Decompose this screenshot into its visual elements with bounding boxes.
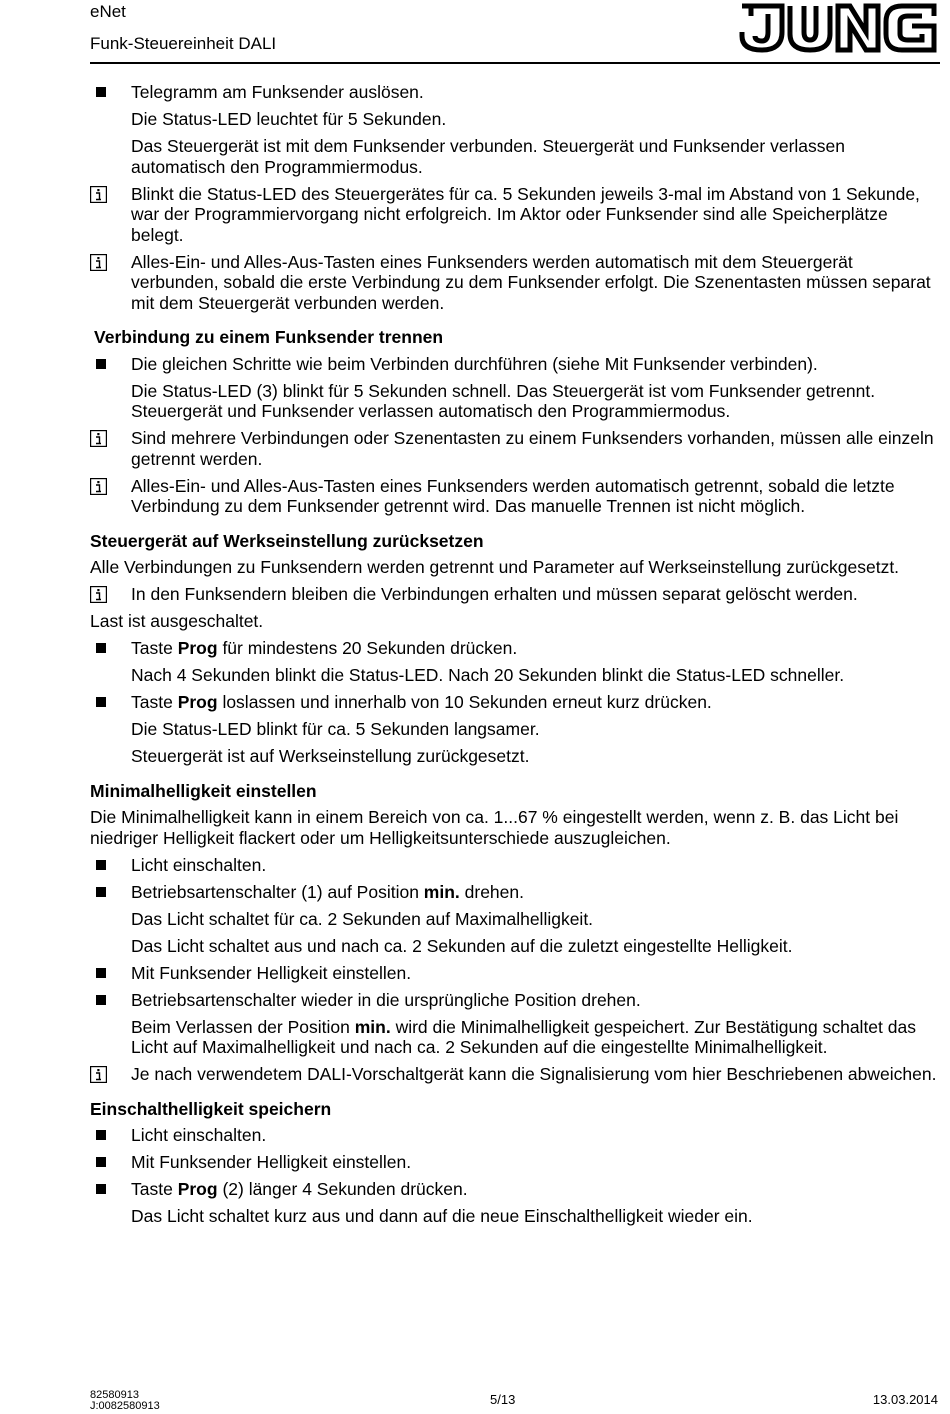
footer-date: 13.03.2014 — [872, 1392, 938, 1407]
block-text — [131, 584, 858, 604]
square-bullet-icon — [96, 359, 106, 369]
block-text — [131, 692, 712, 712]
block-text — [90, 781, 317, 801]
result-text — [0, 381, 950, 422]
section-heading — [0, 1099, 950, 1120]
step-item — [0, 882, 950, 903]
step-item — [0, 990, 950, 1011]
square-bullet-icon — [96, 1157, 106, 1167]
result-text — [0, 936, 950, 957]
text-run: Blinkt die Status-LED des Steuergerätes für ca. 5 Sekunden jeweils 3-mal im Abstand von 1 Sekunde, war der Programmiervorgang nicht erfolgreich. Im Aktor oder Funksender sind alle Speicherplätze belegt. — [131, 183, 920, 245]
step-item — [0, 1125, 950, 1146]
job-number: J:0082580913 — [90, 1400, 160, 1412]
text-run: Betriebsartenschalter wieder in die ursprüngliche Position drehen. — [131, 989, 641, 1010]
info-note — [0, 428, 950, 469]
block-text — [131, 428, 934, 469]
text-run: Taste — [131, 692, 178, 712]
text-run: Alles-Ein- und Alles-Aus-Tasten eines Funksenders werden automatisch mit dem Steuergerät verbunden, sobald die erste Verbindung zu dem Funksender erfolgt. Die Szenentasten müssen separat mit dem Steuergerät verbunden werden. — [131, 251, 931, 313]
text-run: wird die Minimalhelligkeit gespeichert. Zur Bestätigung schaltet das Licht auf Maximalhelligkeit und nach ca. 2 Sekunden auf die eingestellte Minimalhelligkeit. — [131, 1016, 916, 1057]
text-run: Beim Verlassen der Position — [131, 1016, 355, 1037]
footer-ids — [90, 1390, 160, 1412]
square-bullet-icon — [96, 87, 106, 97]
block-text — [131, 936, 793, 956]
text-run: Betriebsartenschalter (1) auf Position — [131, 881, 424, 902]
square-bullet-icon — [96, 1184, 106, 1194]
text-run: Die Status-LED leuchtet für 5 Sekunden. — [131, 109, 447, 129]
block-text — [131, 665, 844, 685]
bold-term: min. — [354, 1016, 391, 1037]
text-run: Das Licht schaltet aus und nach ca. 2 Sekunden auf die zuletzt eingestellte Helligkeit. — [131, 935, 793, 956]
text-run: Taste — [131, 1179, 178, 1199]
step-item — [0, 855, 950, 876]
text-run: Minimalhelligkeit einstellen — [90, 780, 317, 801]
header-rule — [90, 62, 940, 64]
bold-term: Prog — [177, 638, 218, 658]
bold-term: Prog — [177, 692, 218, 712]
block-text — [131, 184, 920, 245]
step-item — [0, 963, 950, 984]
section-heading — [0, 781, 950, 802]
text-run: Telegramm am Funksender auslösen. — [131, 82, 424, 102]
block-text — [94, 327, 443, 347]
text-run: Einschalthelligkeit speichern — [90, 1098, 332, 1119]
text-run: Die Status-LED blinkt für ca. 5 Sekunden langsamer. — [131, 719, 540, 739]
info-note — [0, 252, 950, 314]
page-number: 5/13 — [490, 1392, 516, 1407]
text-run: Das Licht schaltet kurz aus und dann auf die neue Einschalthelligkeit wieder ein. — [131, 1206, 753, 1226]
text-run: Mit Funksender Helligkeit einstellen. — [131, 1152, 412, 1172]
result-text — [0, 746, 950, 767]
block-text — [131, 381, 875, 422]
text-run: In den Funksendern bleiben die Verbindungen erhalten und müssen separat gelöscht werden. — [131, 584, 858, 604]
block-text — [131, 1064, 936, 1084]
result-text — [0, 665, 950, 686]
step-item — [0, 638, 950, 659]
block-text — [131, 1179, 468, 1199]
product-subtitle: Funk-Steuereinheit DALI — [90, 34, 277, 53]
step-item — [0, 692, 950, 713]
jung-logo — [738, 2, 940, 54]
block-text — [131, 82, 424, 102]
step-item — [0, 354, 950, 375]
text-run: Verbindung zu einem Funksender trennen — [94, 327, 444, 347]
text-run: loslassen und innerhalb von 10 Sekunden erneut kurz drücken. — [217, 692, 712, 712]
step-item — [0, 82, 950, 103]
info-note — [0, 1064, 950, 1085]
result-text — [0, 136, 950, 177]
block-text — [131, 1125, 266, 1145]
doc-number: 82580913 — [90, 1389, 139, 1401]
block-text — [131, 855, 266, 875]
block-text — [131, 963, 411, 983]
block-text — [131, 252, 931, 313]
paragraph — [0, 557, 950, 578]
text-run: Licht einschalten. — [131, 854, 267, 875]
info-note — [0, 584, 950, 605]
text-run: für mindestens 20 Sekunden drücken. — [217, 638, 518, 658]
paragraph — [0, 807, 950, 848]
document-body — [0, 82, 950, 1233]
info-icon — [90, 586, 107, 603]
block-text — [131, 909, 593, 929]
text-run: Steuergerät ist auf Werkseinstellung zurückgesetzt. — [131, 746, 530, 766]
block-text — [90, 611, 263, 631]
text-run: Die Status-LED (3) blinkt für 5 Sekunden schnell. Das Steuergerät ist vom Funksender getrennt. Steuergerät und Funksender verlassen automatisch den Programmiermodus. — [131, 380, 876, 421]
square-bullet-icon — [96, 887, 106, 897]
info-note — [0, 184, 950, 246]
result-text — [0, 1017, 950, 1058]
block-text — [131, 1206, 753, 1226]
text-run: Die gleichen Schritte wie beim Verbinden durchführen (siehe Mit Funksender verbinden). — [131, 353, 818, 374]
bold-term: min. — [423, 881, 460, 902]
block-text — [131, 109, 446, 129]
step-item — [0, 1179, 950, 1200]
text-run: Das Steuergerät ist mit dem Funksender verbunden. Steuergerät und Funksender verlassen automatisch den Programmiermodus. — [131, 136, 845, 177]
bold-term: Prog — [177, 1179, 218, 1199]
text-run: Je nach verwendetem DALI-Vorschaltgerät kann die Signalisierung vom hier Beschriebenen abweichen. — [131, 1064, 937, 1084]
block-text — [90, 531, 484, 551]
block-text — [131, 882, 524, 902]
block-text — [90, 1099, 331, 1119]
info-icon — [90, 478, 107, 495]
square-bullet-icon — [96, 643, 106, 653]
square-bullet-icon — [96, 968, 106, 978]
square-bullet-icon — [96, 995, 106, 1005]
text-run: Mit Funksender Helligkeit einstellen. — [131, 962, 412, 983]
block-text — [131, 476, 895, 517]
block-text — [131, 719, 540, 739]
info-note — [0, 476, 950, 517]
info-icon — [90, 186, 107, 203]
result-text — [0, 109, 950, 130]
square-bullet-icon — [96, 860, 106, 870]
text-run: Alles-Ein- und Alles-Aus-Tasten eines Funksenders werden automatisch getrennt, sobald die letzte Verbindung zu dem Funksender getrennt wird. Das manuelle Trennen ist nicht möglich. — [131, 475, 895, 516]
text-run: Steuergerät auf Werkseinstellung zurücksetzen — [90, 530, 484, 551]
info-icon — [90, 1066, 107, 1083]
step-item — [0, 1152, 950, 1173]
block-text — [131, 1017, 916, 1058]
text-run: Nach 4 Sekunden blinkt die Status-LED. Nach 20 Sekunden blinkt die Status-LED schneller. — [131, 665, 845, 685]
square-bullet-icon — [96, 1130, 106, 1140]
result-text — [0, 719, 950, 740]
block-text — [90, 557, 899, 577]
section-heading — [0, 531, 950, 552]
block-text — [131, 354, 818, 374]
text-run: (2) länger 4 Sekunden drücken. — [217, 1179, 468, 1199]
block-text — [131, 1152, 411, 1172]
text-run: Sind mehrere Verbindungen oder Szenentasten zu einem Funksenders vorhanden, müssen alle einzeln getrennt werden. — [131, 428, 934, 469]
block-text — [131, 990, 641, 1010]
info-icon — [90, 254, 107, 271]
page-footer — [0, 1390, 950, 1414]
product-name: eNet — [90, 2, 126, 21]
block-text — [90, 807, 898, 848]
text-run: Taste — [131, 638, 178, 658]
block-text — [131, 136, 845, 177]
page-header — [0, 0, 950, 66]
text-run: Licht einschalten. — [131, 1125, 267, 1145]
info-icon — [90, 430, 107, 447]
text-run: Alle Verbindungen zu Funksendern werden getrennt und Parameter auf Werkseinstellung zurückgesetzt. — [90, 557, 900, 577]
section-heading — [0, 327, 950, 348]
result-text — [0, 1206, 950, 1227]
text-run: Das Licht schaltet für ca. 2 Sekunden auf Maximalhelligkeit. — [131, 908, 594, 929]
block-text — [131, 638, 517, 658]
square-bullet-icon — [96, 697, 106, 707]
result-text — [0, 909, 950, 930]
text-run: Last ist ausgeschaltet. — [90, 611, 264, 631]
text-run: Die Minimalhelligkeit kann in einem Bereich von ca. 1...67 % eingestellt werden, wenn z. B. das Licht bei niedriger Helligkeit flackert oder um Helligkeitsunterschiede auszugleichen. — [90, 807, 899, 848]
block-text — [131, 746, 529, 766]
paragraph — [0, 611, 950, 632]
text-run: drehen. — [459, 881, 524, 902]
